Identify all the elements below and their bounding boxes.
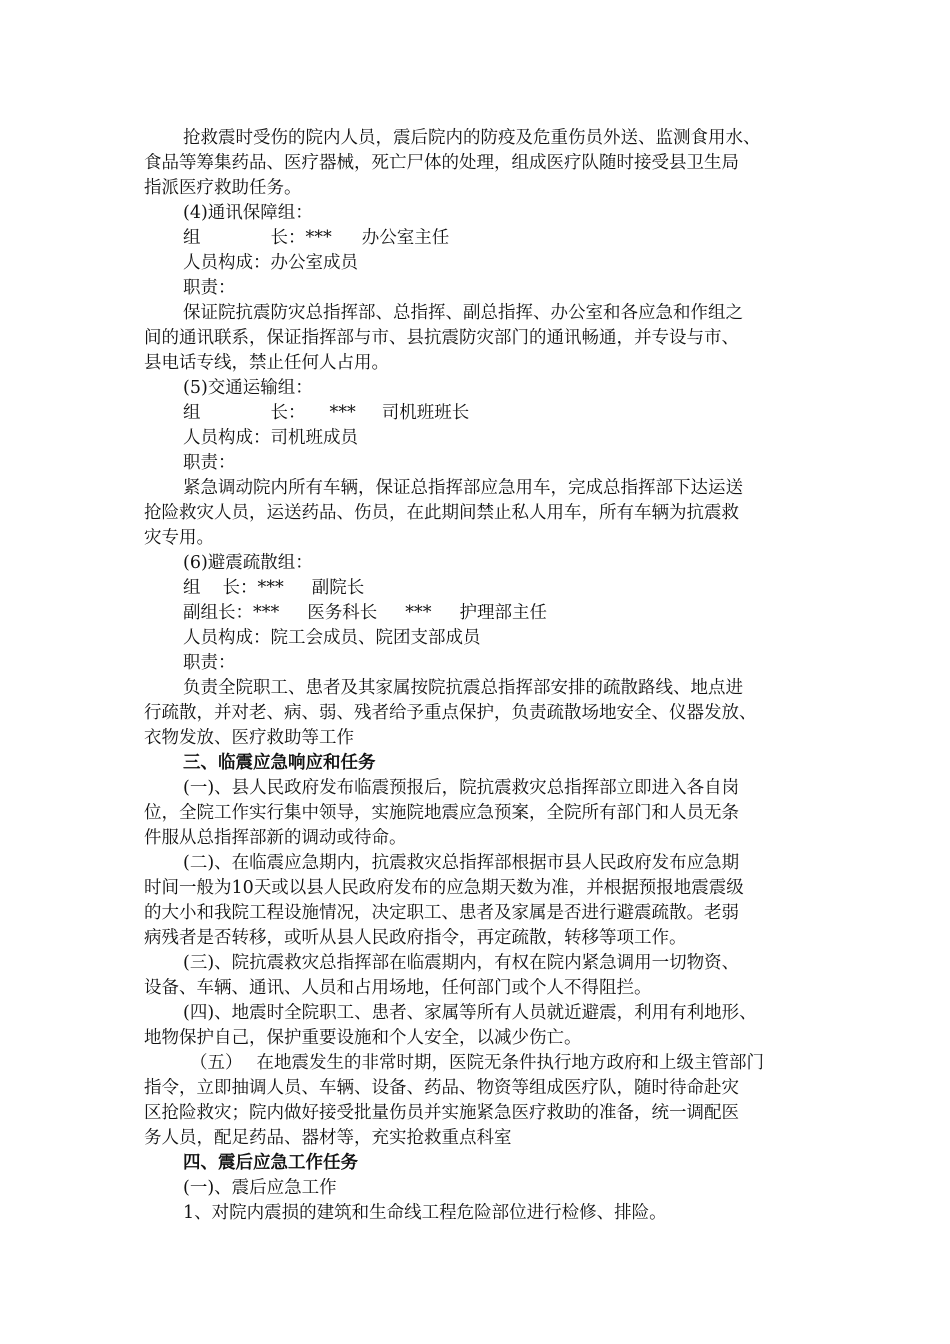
deputy-title-2: 护理部主任 — [459, 603, 547, 623]
paragraph-line: 负责全院职工、患者及其家属按院抗震总指挥部安排的疏散路线、地点进 — [183, 678, 743, 698]
paragraph-line: 的大小和我院工程设施情况，决定职工、患者及家属是否进行避震疏散。老弱 — [144, 903, 739, 923]
paragraph-line: (四)、地震时全院职工、患者、家属等所有人员就近避震，利用有利地形、 — [183, 1003, 757, 1023]
paragraph-line: 病残者是否转移，或听从县人民政府指令，再定疏散，转移等项工作。 — [144, 928, 687, 948]
leader-row — [183, 226, 449, 251]
paragraph-line: 抢险救灾人员，运送药品、伤员，在此期间禁止私人用车，所有车辆为抗震救 — [144, 503, 739, 523]
paragraph-line: (三)、院抗震救灾总指挥部在临震期内，有权在院内紧急调用一切物资、 — [183, 953, 740, 973]
item-number: （五） — [190, 1053, 243, 1073]
leader-label-a: 组 — [183, 403, 201, 423]
paragraph-line: 时间一般为10天或以县人民政府发布的应急期天数为准，并根据预报地震震级 — [144, 878, 744, 898]
deputy-row — [183, 601, 547, 626]
leader-title: 副院长 — [311, 578, 365, 598]
leader-label-b: 长：*** — [270, 228, 332, 248]
duties-label: 职责： — [183, 453, 236, 473]
paragraph-line — [190, 1051, 764, 1076]
leader-title: 办公室主任 — [361, 228, 450, 248]
leader-title: 司机班班长 — [381, 403, 470, 423]
paragraph-line: 紧急调动院内所有车辆，保证总指挥部应急用车，完成总指挥部下达运送 — [183, 478, 743, 498]
paragraph-line: 县电话专线，禁止任何人占用。 — [144, 353, 389, 373]
paragraph-line: 位，全院工作实行集中领导，实施院地震应急预案，全院所有部门和人员无条 — [144, 803, 739, 823]
paragraph-line: (一)、县人民政府发布临震预报后，院抗震救灾总指挥部立即进入各自岗 — [183, 778, 740, 798]
paragraph-line: 地物保护自己，保护重要设施和个人安全，以减少伤亡。 — [144, 1028, 582, 1048]
members-line: 人员构成：司机班成员 — [183, 428, 358, 448]
paragraph-line: 行疏散，并对老、病、弱、残者给予重点保护，负责疏散场地安全、仪器发放、 — [144, 703, 757, 723]
deputy-title-1: 医务科长 — [307, 603, 378, 623]
paragraph-line: 抢救震时受伤的院内人员，震后院内的防疫及危重伤员外送、监测食用水、 — [183, 128, 761, 148]
paragraph-line: 保证院抗震防灾总指挥部、总指挥、副总指挥、办公室和各应急和作组之 — [183, 303, 743, 323]
paragraph-line: 间的通讯联系，保证指挥部与市、县抗震防灾部门的通讯畅通，并专设与市、 — [144, 328, 739, 348]
deputy-label: 副组长：*** — [183, 603, 280, 623]
leader-row — [183, 401, 469, 426]
duties-label: 职责： — [183, 278, 236, 298]
duties-label: 职责： — [183, 653, 236, 673]
paragraph-line: 件服从总指挥部新的调动或待命。 — [144, 828, 407, 848]
leader-label-a: 组 — [183, 228, 201, 248]
paragraph-line: 灾专用。 — [144, 528, 214, 548]
leader-label-b: 长：*** — [222, 578, 284, 598]
paragraph-line: (二)、在临震应急期内，抗震救灾总指挥部根据市县人民政府发布应急期 — [183, 853, 740, 873]
section-heading-evacuation: (6)避震疏散组： — [183, 553, 313, 573]
deputy-name-2: *** — [405, 603, 432, 623]
sub-heading: (一)、震后应急工作 — [183, 1178, 337, 1198]
paragraph-line: 指令，立即抽调人员、车辆、设备、药品、物资等组成医疗队，随时待命赴灾 — [144, 1078, 739, 1098]
leader-label-a: 组 — [183, 578, 201, 598]
item-text: 在地震发生的非常时期，医院无条件执行地方政府和上级主管部门 — [256, 1053, 764, 1073]
paragraph-line: 指派医疗救助任务。 — [144, 178, 302, 198]
members-line: 人员构成：院工会成员、院团支部成员 — [183, 628, 481, 648]
leader-row — [183, 576, 364, 601]
leader-name: *** — [329, 403, 356, 423]
paragraph-line: 1、对院内震损的建筑和生命线工程危险部位进行检修、排险。 — [183, 1203, 667, 1223]
chapter-heading-3: 三、临震应急响应和任务 — [183, 753, 376, 773]
paragraph-line: 设备、车辆、通讯、人员和占用场地，任何部门或个人不得阻拦。 — [144, 978, 652, 998]
paragraph-line: 衣物发放、医疗救助等工作 — [144, 728, 354, 748]
paragraph-line: 区抢险救灾；院内做好接受批量伤员并实施紧急医疗救助的准备，统一调配医 — [144, 1103, 739, 1123]
section-heading-transport: (5)交通运输组： — [183, 378, 313, 398]
paragraph-line: 食品等筹集药品、医疗器械，死亡尸体的处理，组成医疗队随时接受县卫生局 — [144, 153, 739, 173]
chapter-heading-4: 四、震后应急工作任务 — [183, 1153, 358, 1173]
members-line: 人员构成：办公室成员 — [183, 253, 358, 273]
section-heading-comms: (4)通讯保障组： — [183, 203, 313, 223]
paragraph-line: 务人员，配足药品、器材等，充实抢救重点科室 — [144, 1128, 512, 1148]
leader-label-b: 长： — [270, 403, 306, 423]
